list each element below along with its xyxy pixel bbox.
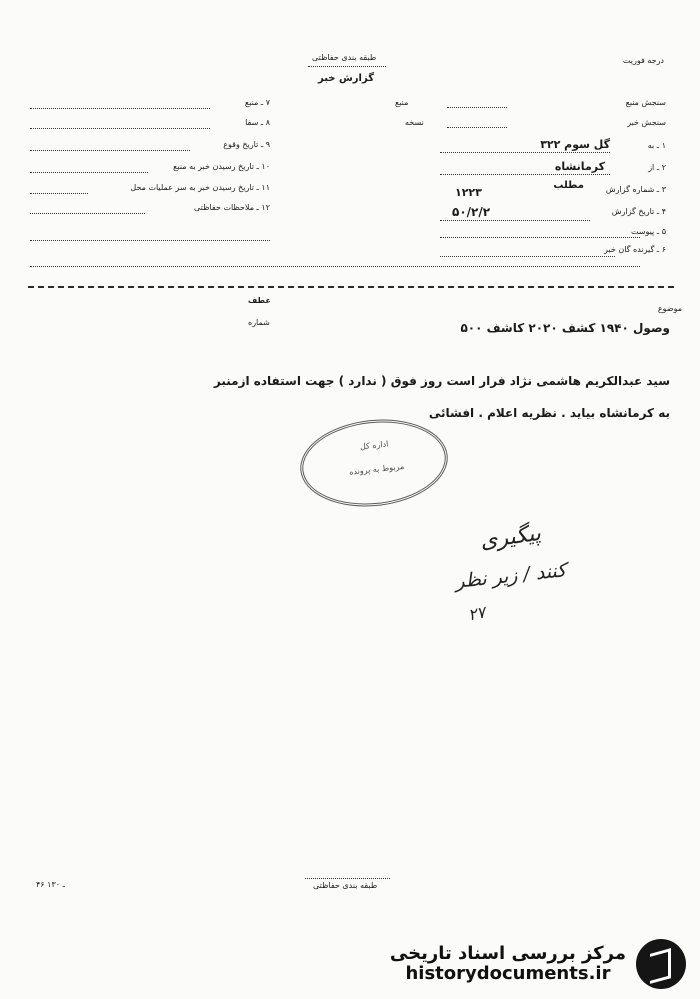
field-source-item: ۷ ـ منبع [244,98,270,107]
brand-logo-icon [636,939,686,989]
field-to-value: گل سوم ۳۲۲ [540,138,610,151]
dotted-line [440,256,615,257]
copy-label: نسخه [405,118,424,127]
body-text-line-1: سید عبدالکریم هاشمی نژاد فرار است روز فوق ( ندارد ) جهت استفاده ازمنبر [213,374,670,388]
report-title: گزارش خبر [318,73,375,84]
field-news-to-local-ops-date-item: ۱۱ ـ تاریخ رسیدن خبر به سر عملیات محل [130,183,270,192]
classification-header: طبقه بندی حفاظتی [312,53,377,62]
news-eval-label: سنجش خبر [627,118,666,127]
field-occurrence-date-item: ۹ ـ تاریخ وقوع [223,140,270,149]
field-from-value: کرمانشاه [554,160,605,173]
form-code: ۴۶ ـ ۱۳۰ [36,880,65,889]
dotted-line [440,237,640,238]
dotted-line [440,220,590,221]
dotted-line [30,266,640,267]
stamp-line-1: اداره کل [359,439,389,452]
brand-title: مرکز بررسی اسناد تاریخی [389,943,626,964]
dotted-line [30,172,148,173]
report-number-annotation: مطلب [553,180,584,191]
brand-url: historydocuments.ir [405,963,611,984]
handwriting-1: پیگیری [478,520,543,555]
urgency-label: درجه فوریت [622,56,664,65]
field-report-date-value: ۵۰/۲/۲ [452,205,491,219]
handwriting-2: کنند / زیر نظر [454,559,568,593]
field-report-number-label: ۳ ـ شماره گزارش [605,185,666,194]
field-sefa-item: ۸ ـ سفا [245,118,270,127]
brand-footer [390,939,686,989]
dotted-line [447,127,507,128]
handwriting-3: ۲۷ [466,602,487,625]
footer-dotted-line [305,878,390,879]
dotted-line [30,240,270,241]
dotted-line [440,152,610,153]
field-news-to-source-date-item: ۱۰ ـ تاریخ رسیدن خبر به منبع [173,162,270,171]
source-label: منبع [395,98,409,107]
field-report-number-value: ۱۲۲۳ [455,186,482,199]
field-to-label: ۱ ـ به [647,141,666,150]
field-report-date-label: ۴ ـ تاریخ گزارش [611,207,666,216]
body-text-line-2: به کرمانشاه بیاید . نظریه اعلام . افشائی [428,406,670,420]
field-from-label: ۲ ـ از [648,163,666,172]
stamp-line-2: مربوط به پرونده [348,461,405,477]
subject-label: موضوع [657,304,682,313]
section-divider [28,286,674,288]
dotted-line [30,193,88,194]
source-eval-label: سنجش منبع [625,98,666,107]
field-security-notes-item: ۱۲ ـ ملاحظات حفاظتی [194,203,270,212]
number-label: شماره [248,318,270,327]
subject-reference-line: وصول ۱۹۴۰ کشف ۲۰۲۰ کاشف ۵۰۰ [460,321,670,335]
dotted-line [30,213,145,214]
field-attachment-label: ۵ ـ پیوست [630,227,666,236]
footer-classification: طبقه بندی حفاظتی [313,881,378,890]
reference-label: عطف [248,296,271,305]
brand-text [390,944,626,984]
field-recipients-label: ۶ ـ گیرنده گان خبر [604,245,666,254]
dotted-line [30,128,210,129]
dotted-line [440,174,610,175]
dotted-line [447,107,507,108]
classification-underline [308,66,386,67]
dotted-line [30,108,210,109]
dotted-line [30,150,190,151]
oval-stamp [296,413,452,514]
